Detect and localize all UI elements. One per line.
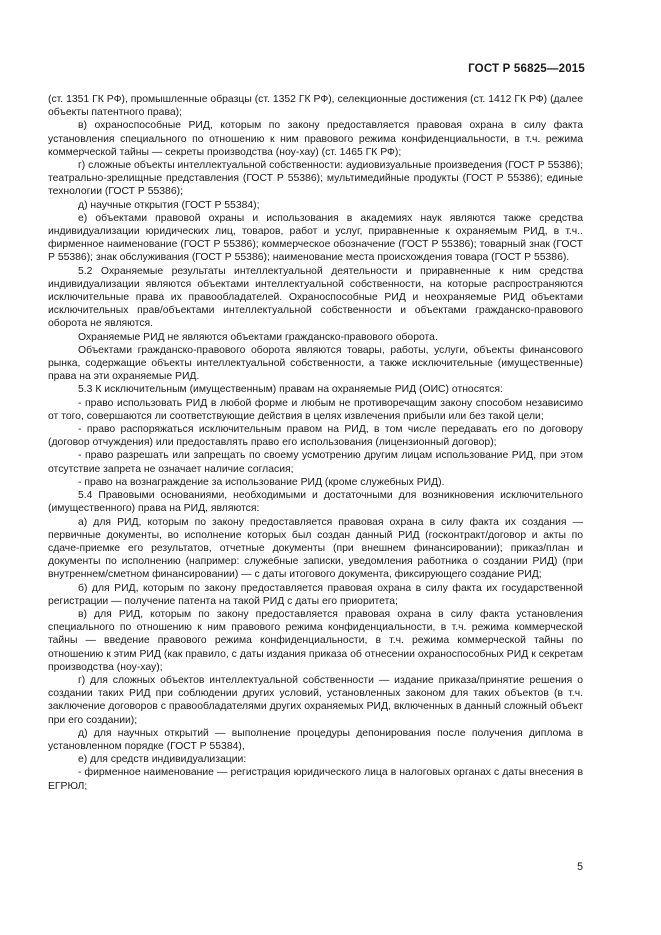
paragraph: 5.4 Правовыми основаниями, необходимыми и достаточными для возникновения исключительного (имущественного) права на РИД, являются: bbox=[48, 490, 583, 515]
standard-code-header: ГОСТ Р 56825—2015 bbox=[468, 63, 585, 75]
paragraph: б) для РИД, которым по закону предоставляется правовая охрана в силу факта их государственной регистрации — получение патента на такой РИД с даты его приоритета; bbox=[48, 582, 583, 607]
paragraph: а) для РИД, которым по закону предоставляется правовая охрана в силу факта их создания — первичные документы, во исполнение которых был создан данный РИД (госконтракт/договор и акты по сдаче-приемке его результатов, отчетные документы (при внешнем финансировании); приказ/план и документы по исполнению (например: служебные записки, уведомления работника о создании РИД) (при внутреннем/сметном финансировании) — с даты итогового документа, фиксирующего создание РИД; bbox=[48, 516, 583, 581]
paragraph: в) охраноспособные РИД, которым по закону предоставляется правовая охрана в силу факта установления специального по отношению к ним правового режима конфиденциальности, в т.ч. режима коммерческой тайны — секреты производства (ноу-хау) (ст. 1465 ГК РФ); bbox=[48, 120, 583, 158]
paragraph: е) объектами правовой охраны и использования в академиях наук являются также средства индивидуализации юридических лиц, товаров, работ и услуг, приравненные к охраняемым РИД, в т.ч.. фирменное наименование (ГОСТ Р 55386); коммерческое обозначение (ГОСТ Р 55386); товарный знак (ГОСТ Р 55386); знак обслуживания (ГОСТ Р 55386); наименование места происхождения товара (ГОСТ Р 55386). bbox=[48, 212, 583, 264]
paragraph: - право разрешать или запрещать по своему усмотрению другим лицам использование РИД, при этом отсутствие запрета не означает наличие согласия; bbox=[48, 450, 583, 475]
paragraph: - право использовать РИД в любой форме и любым не противоречащим закону способом независимо от того, совершаются ли соответствующие действия в целях извлечения прибыли или без такой цели; bbox=[48, 397, 583, 422]
paragraph: 5.2 Охраняемые результаты интеллектуальной деятельности и приравненные к ним средства индивидуализации являются объектами интеллектуальной собственности, на которые распространяются исключительные права их правообладателей. Охраноспособные РИД и неохраняемые РИД объектами исключительных прав/объектами интеллектуальной собственности и объектами гражданско-правового оборота не являются. bbox=[48, 265, 583, 330]
paragraph: е) для средств индивидуализации: bbox=[78, 754, 247, 766]
paragraph: Охраняемые РИД не являются объектами гражданско-правового оборота. bbox=[78, 331, 438, 343]
paragraph: Объектами гражданско-правового оборота являются товары, работы, услуги, объекты финансового рынка, содержащие объекты интеллектуальной собственности, а также исключительные (имущественные) права на эти охраняемые РИД. bbox=[48, 344, 583, 383]
paragraph: г) для сложных объектов интеллектуальной собственности — издание приказа/принятие решения о создании таких РИД при соблюдении других условий, установленных законом для таких объектов (в т.ч. заключение договоров с правообладателями других охраняемых РИД, включенных в данный сложный объект при его создании); bbox=[48, 674, 583, 726]
page-number: 5 bbox=[577, 861, 583, 873]
paragraph: г) сложные объекты интеллектуальной собственности: аудиовизуальные произведения (ГОСТ Р 55386); театрально-зрелищные представления (ГОСТ Р 55386); мультимедийные продукты (ГОСТ Р 55386); единые технологии (ГОСТ Р 55386); bbox=[48, 160, 583, 198]
paragraph: д) научные открытия (ГОСТ Р 55384); bbox=[78, 199, 260, 211]
paragraph: - право на вознаграждение за использование РИД (кроме служебных РИД). bbox=[78, 476, 445, 488]
paragraph: (ст. 1351 ГК РФ), промышленные образцы (ст. 1352 ГК РФ), селекционные достижения (ст. 1412 ГК РФ) (далее объекты патентного права); bbox=[48, 94, 583, 119]
paragraph: д) для научных открытий — выполнение процедуры депонирования после получения диплома в установленном порядке (ГОСТ Р 55384), bbox=[48, 727, 583, 752]
document-body bbox=[48, 93, 583, 793]
paragraph: 5.3 К исключительным (имущественным) правам на охраняемые РИД (ОИС) относятся: bbox=[78, 384, 503, 396]
paragraph: - фирменное наименование — регистрация юридического лица в налоговых органах с даты внесения в ЕГРЮЛ; bbox=[48, 767, 583, 792]
paragraph: - право распоряжаться исключительным правом на РИД, в том числе передавать его по договору (договор отчуждения) или предоставлять право его использования (лицензионный договор); bbox=[48, 424, 583, 449]
paragraph: в) для РИД, которым по закону предоставляется правовая охрана в силу факта установления специального по отношению к ним правового режима конфиденциальности, в т.ч. режима коммерческой тайны — введение правового режима конфиденциальности, в т.ч. режима коммерческой тайны по отношению к этим РИД (как правило, с даты издания приказа об отнесении охраноспособных РИД к секретам производства (ноу-хау); bbox=[48, 608, 583, 673]
